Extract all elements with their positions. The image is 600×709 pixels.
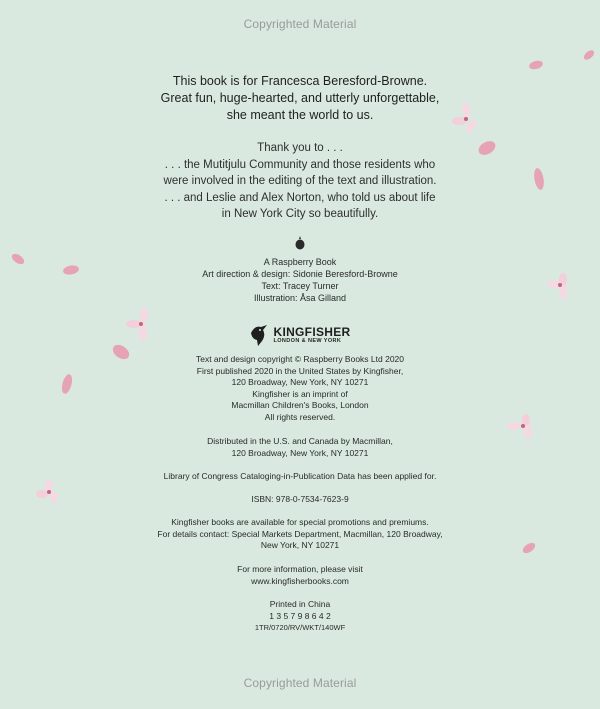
petal-icon (10, 252, 26, 266)
credit-line: A Raspberry Book (263, 257, 337, 267)
dedication-line: Great fun, huge-hearted, and utterly unforgettable, (160, 91, 440, 105)
blossom-icon (506, 412, 536, 440)
more-info (0, 564, 600, 587)
petal-icon (476, 138, 498, 158)
loc-notice (0, 471, 600, 483)
copyright-line: Kingfisher is an imprint of (252, 388, 348, 399)
petal-icon (528, 60, 544, 70)
acknowledgements (0, 140, 600, 223)
thanks-line: in New York City so beautifully. (221, 208, 379, 220)
blossom-icon (452, 102, 480, 136)
copyright-line: 120 Broadway, New York, NY 10271 (231, 377, 369, 388)
kingfisher-logo (0, 323, 600, 353)
blossom-icon (546, 272, 572, 300)
website-link: www.kingfisherbooks.com (251, 575, 349, 586)
watermark-top: Copyrighted Material (243, 17, 357, 31)
thanks-line: . . . the Mutitjulu Community and those residents who (164, 158, 436, 171)
petal-icon (62, 264, 80, 276)
distributed-line: Distributed in the U.S. and Canada by Macmillan, (207, 436, 393, 446)
petal-icon (532, 166, 546, 192)
credit-line: Art direction & design: Sidonie Beresford-Browne (202, 269, 398, 279)
copyright-line: All rights reserved. (264, 411, 336, 422)
dedication-line: This book is for Francesca Beresford-Browne. (172, 74, 428, 88)
special-sales-notice (0, 517, 600, 552)
print-code-line: 1TR/0720/RV/WKT/140WF (254, 623, 346, 633)
credit-line: Illustration: Åsa Gilland (253, 293, 347, 303)
printing-info (0, 599, 600, 634)
raspberry-icon (0, 236, 600, 255)
credits (0, 256, 600, 304)
publisher-name: KINGFISHER (273, 324, 351, 339)
thanks-line: Thank you to . . . (257, 142, 343, 154)
blossom-icon (126, 306, 154, 342)
print-run-line: 1 3 5 7 9 8 6 4 2 (269, 610, 331, 621)
thanks-line: were involved in the editing of the text and illustration. (163, 175, 437, 187)
credit-line: Text: Tracey Turner (261, 281, 339, 291)
watermark-bottom: Copyrighted Material (243, 676, 357, 690)
special-line: Kingfisher books are available for special promotions and premiums. (171, 517, 429, 527)
loc-line: Library of Congress Cataloging-in-Publication Data has been applied for. (163, 471, 437, 481)
blossom-icon (36, 478, 62, 504)
copyright-line: Macmillan Children's Books, London (231, 400, 369, 411)
petal-icon (60, 372, 74, 396)
publisher-tagline: LONDON & NEW YORK (273, 337, 342, 344)
printed-line: Printed in China (269, 599, 331, 609)
special-line: New York, NY 10271 (260, 540, 340, 551)
petal-icon (582, 48, 596, 62)
dedication (0, 73, 600, 124)
isbn-line: ISBN: 978-0-7534-7623-9 (251, 494, 349, 504)
isbn (0, 494, 600, 506)
dedication-line: she meant the world to us. (226, 108, 374, 122)
special-line: For details contact: Special Markets Department, Macmillan, 120 Broadway, (157, 528, 443, 539)
distributed-line: 120 Broadway, New York, NY 10271 (231, 447, 369, 458)
copyright-line: Text and design copyright © Raspberry Books Ltd 2020 (195, 354, 405, 364)
petal-icon (520, 540, 538, 556)
kingfisher-bird-icon (249, 323, 269, 347)
copyright-line: First published 2020 in the United States by Kingfisher, (196, 365, 404, 376)
petal-icon (110, 342, 132, 362)
thanks-line: . . . and Leslie and Alex Norton, who told us about life (164, 191, 436, 204)
more-line: For more information, please visit (237, 564, 363, 574)
